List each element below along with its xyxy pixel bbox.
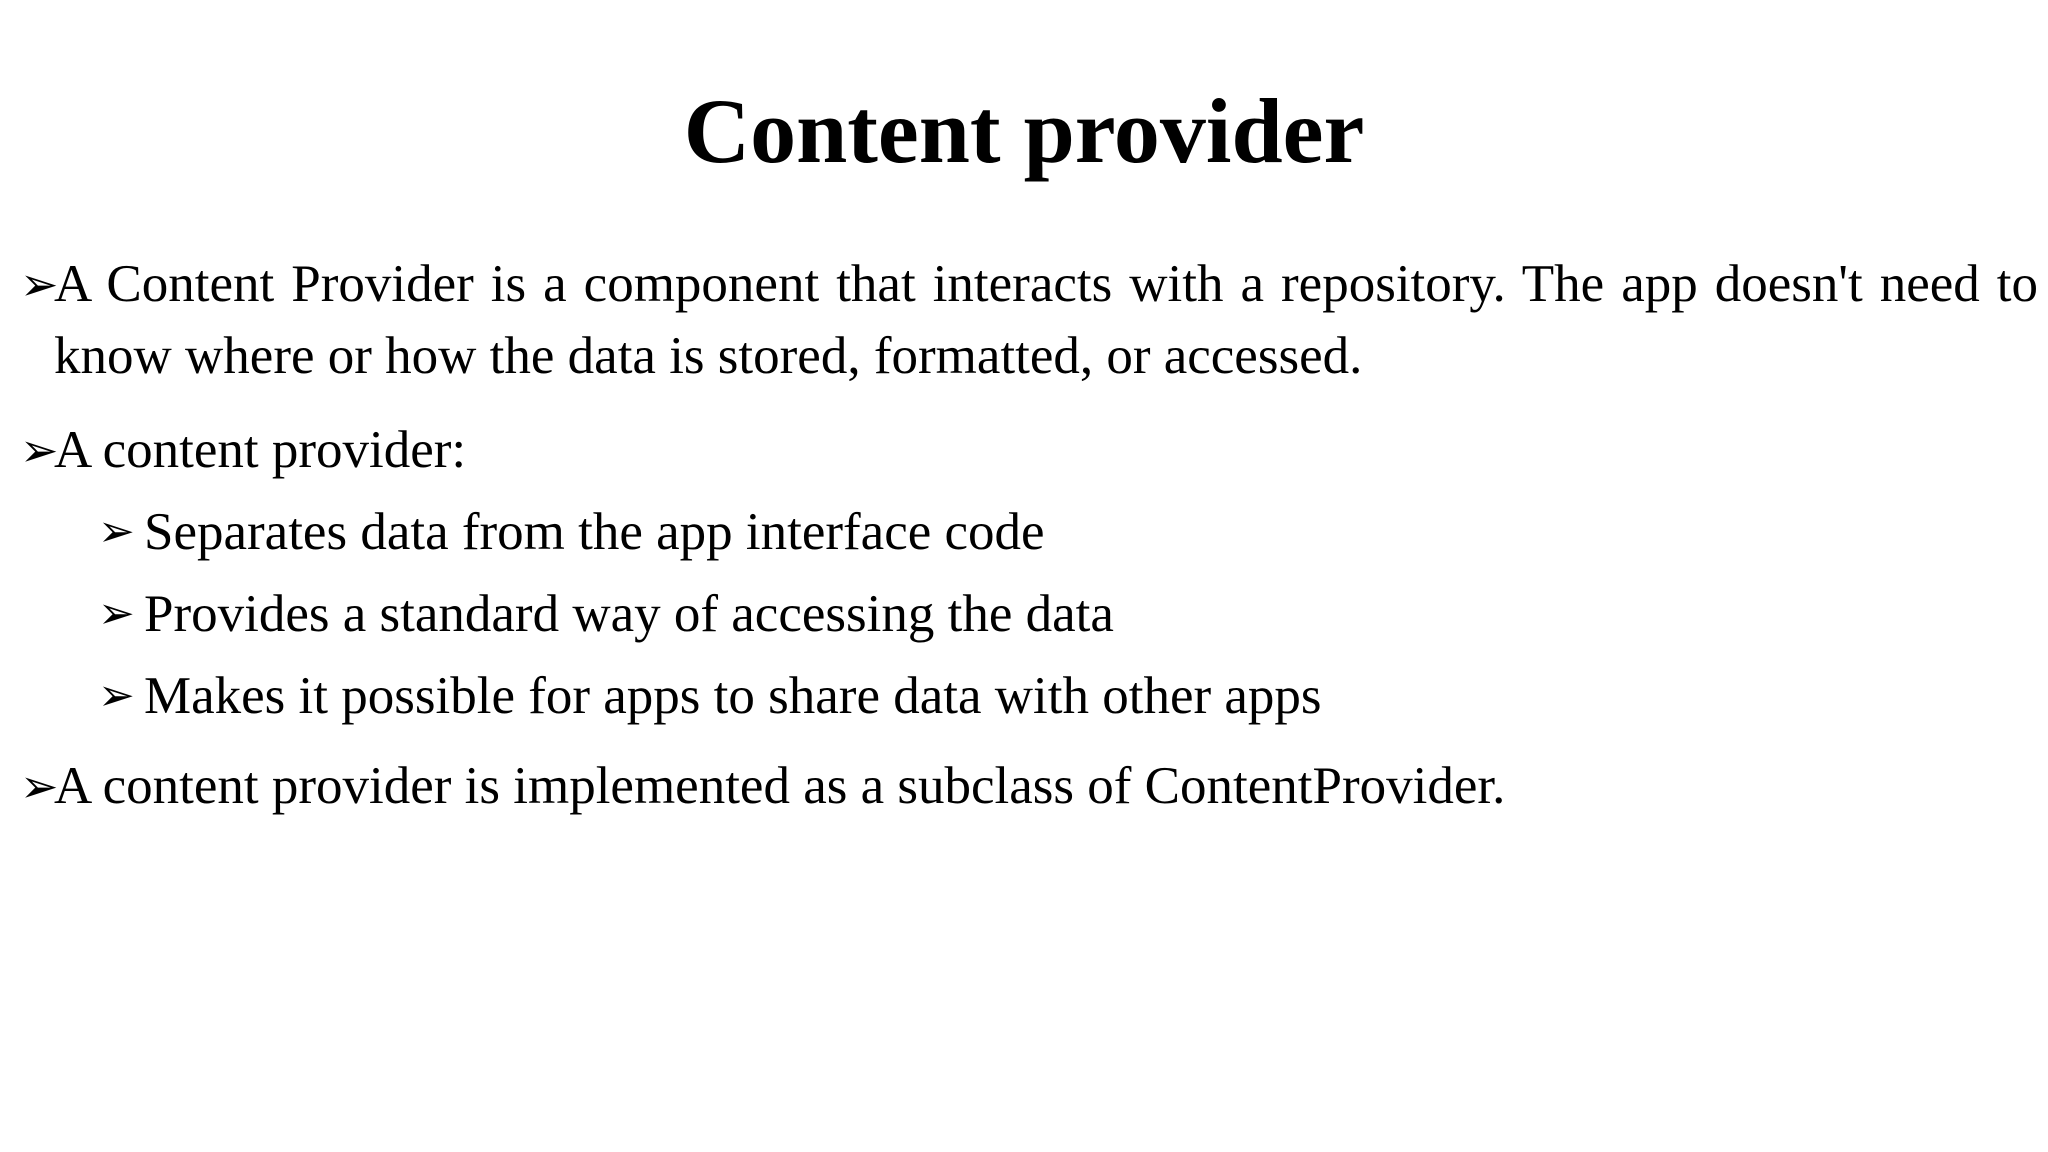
sub-bullet-item [98,660,2038,732]
arrow-bullet-icon: ➢ [98,506,135,557]
bullet-item [20,750,2038,822]
sub-bullet-item [98,496,2038,568]
sub-bullet-item [98,578,2038,650]
sub-bullet-list [20,496,2038,732]
bullet-text: A Content Provider is a component that interacts with a repository. The app doesn't need to know where or how the data is stored, formatted, or accessed. [54,255,2038,385]
arrow-bullet-icon: ➢ [98,670,135,721]
arrow-bullet-icon: ➢ [98,588,135,639]
bullet-item [20,248,2038,392]
sub-bullet-text: Makes it possible for apps to share data with other apps [144,667,1322,725]
arrow-bullet-icon: ➢ [20,759,59,813]
bullet-item [20,414,2038,486]
arrow-bullet-icon: ➢ [20,257,59,311]
sub-bullet-text: Provides a standard way of accessing the data [144,585,1114,643]
bullet-text: A content provider is implemented as a subclass of ContentProvider. [54,757,1506,815]
slide-title: Content provider [683,80,1365,182]
sub-bullet-text: Separates data from the app interface code [144,503,1045,561]
bullet-text: A content provider: [54,421,467,479]
slide-body [20,248,2038,822]
arrow-bullet-icon: ➢ [20,423,59,477]
